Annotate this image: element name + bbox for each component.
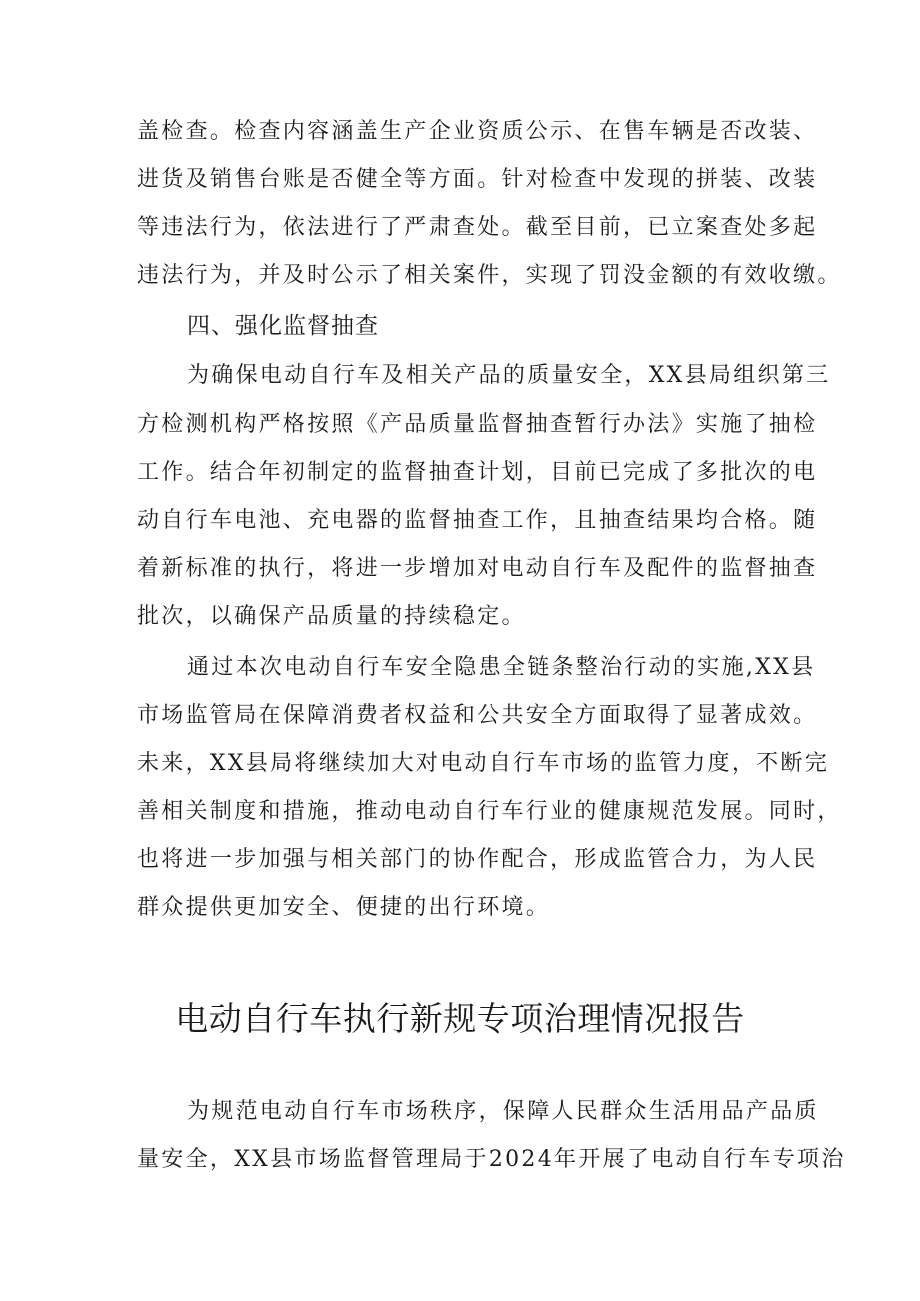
text-line: 未来，XX县局将继续加大对电动自行车市场的监管力度，不断完 [137,751,830,776]
text-line: 违法行为，并及时公示了相关案件，实现了罚没金额的有效收缴。 [137,263,842,288]
report-title: 电动自行车执行新规专项治理情况报告 [175,999,745,1038]
text-line: 群众提供更加安全、便捷的出行环境。 [137,895,551,920]
text-line: 善相关制度和措施，推动电动自行车行业的健康规范发展。同时， [137,799,842,824]
text-line: 动自行车电池、充电器的监督抽查工作，且抽查结果均合格。随 [137,508,818,533]
text-line: 盖检查。检查内容涵盖生产企业资质公示、在售车辆是否改装、 [137,119,818,144]
text-line: 也将进一步加强与相关部门的协作配合，形成监管合力，为人民 [137,847,818,872]
text-line: 为规范电动自行车市场秩序，保障人民群众生活用品产品质 [187,1099,819,1124]
text-line: 等违法行为，依法进行了严肃查处。截至目前，已立案查处多起 [137,215,818,240]
section-heading: 四、强化监督抽查 [187,313,379,339]
text-line: 量安全，XX县市场监督管理局于2024年开展了电动自行车专项治 [137,1147,846,1172]
text-line: 通过本次电动自行车安全隐患全链条整治行动的实施,XX县 [187,655,816,680]
text-line: 工作。结合年初制定的监督抽查计划，目前已完成了多批次的电 [137,460,818,485]
text-line: 市场监管局在保障消费者权益和公共安全方面取得了显著成效。 [137,703,818,728]
text-line: 进货及销售台账是否健全等方面。针对检查中发现的拼装、改装 [137,167,818,192]
text-line: 方检测机构严格按照《产品质量监督抽查暂行办法》实施了抽检 [137,412,818,437]
text-line: 为确保电动自行车及相关产品的质量安全，XX县局组织第三 [187,363,831,388]
text-line: 批次，以确保产品质量的持续稳定。 [137,604,526,629]
text-line: 着新标准的执行，将进一步增加对电动自行车及配件的监督抽查 [137,556,818,581]
